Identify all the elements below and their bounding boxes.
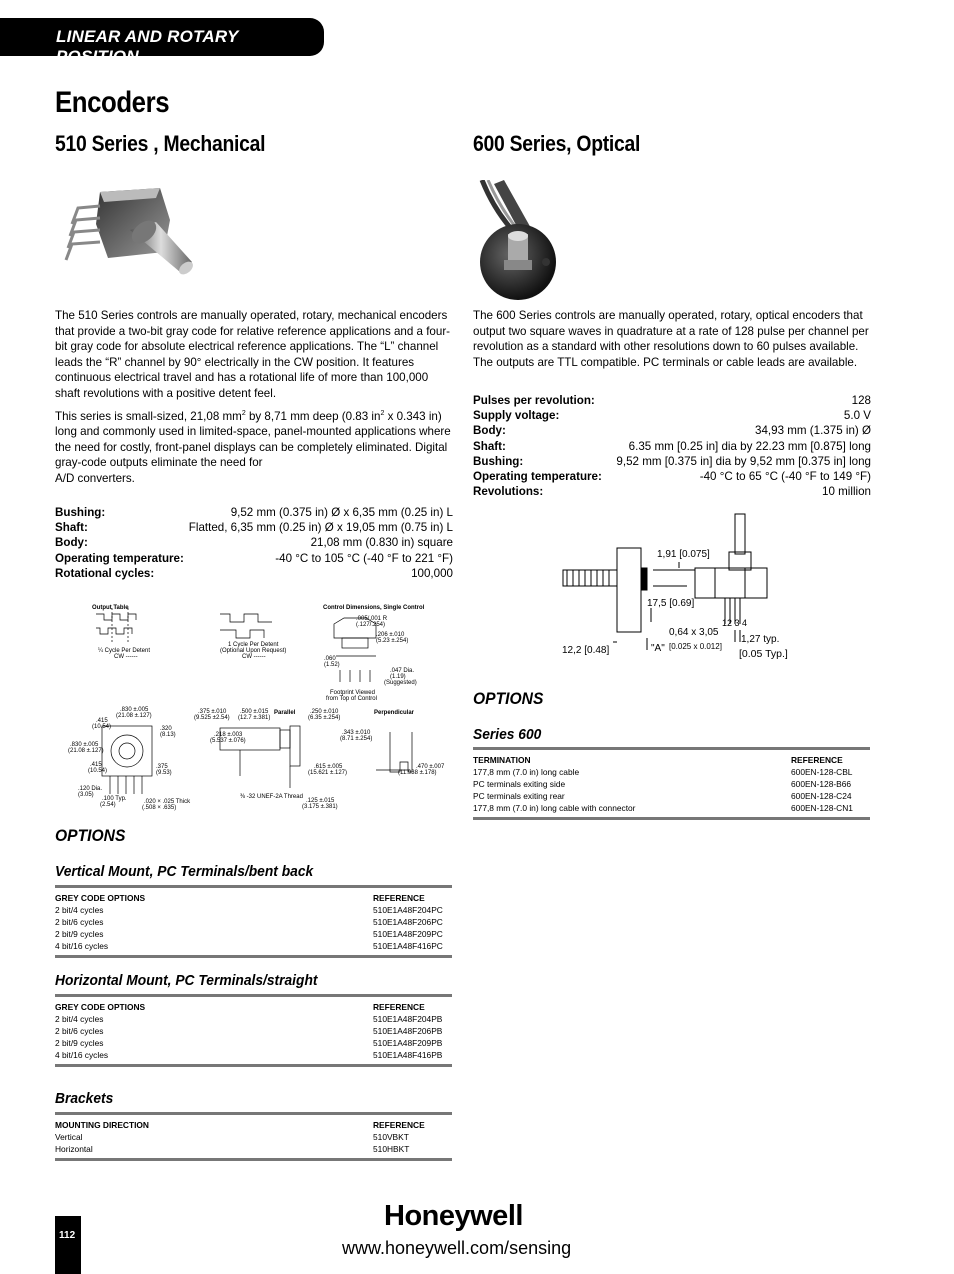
- dim-375-mm: (9.53): [156, 770, 172, 776]
- spec-row: [55, 551, 453, 566]
- table-row: [473, 802, 870, 814]
- spec-value: 9,52 mm [0.375 in] dia by 9,52 mm [0.375 in] long: [616, 454, 871, 468]
- spec-row: [473, 454, 871, 469]
- dim-343: .343 ±.010: [342, 730, 371, 736]
- spec-row: [473, 393, 871, 408]
- right-options-title: OPTIONS: [473, 689, 544, 708]
- spec-row: [473, 408, 871, 423]
- spec-key: Bushing:: [55, 506, 106, 519]
- col-mounting-direction: MOUNTING DIRECTION: [55, 1120, 149, 1130]
- view-a-label: "A": [651, 643, 665, 654]
- spec-key: Rotational cycles:: [55, 566, 155, 580]
- cell-option: 2 bit/6 cycles: [55, 1026, 104, 1036]
- spec-key: Revolutions:: [473, 485, 544, 499]
- dim-060-mm: (1.52): [324, 662, 340, 668]
- dim-320: .320: [160, 726, 172, 732]
- dim-415-b: .415: [90, 762, 102, 768]
- spec-row: [473, 423, 871, 438]
- dim-415-b-mm: (10.54): [88, 768, 108, 774]
- banner-label: LINEAR AND ROTARY POSITION: [56, 27, 239, 66]
- dim-375b: .375 ±.010: [198, 709, 227, 715]
- cw-label: CW ------: [114, 654, 138, 660]
- series-600-options-table: [473, 747, 870, 820]
- thread-label: ⅜ -32 UNEF-2A Thread: [240, 794, 303, 800]
- table-row: [55, 916, 452, 928]
- table-row: [55, 1037, 452, 1049]
- page-number-tab: [55, 1216, 81, 1274]
- table-row: [55, 904, 452, 916]
- encoder-510-photo: [60, 180, 200, 302]
- cell-option: Vertical: [55, 1132, 83, 1142]
- dim-830-mm: (21.08 ±.127): [116, 713, 152, 719]
- cell-option: Horizontal: [55, 1144, 93, 1154]
- pin-numbers-label: 12 3 4: [722, 618, 748, 628]
- dim-470: .470 ±.007: [416, 764, 445, 770]
- left-para-2: [55, 406, 453, 486]
- output-table-label: Output Table: [92, 605, 129, 611]
- dim-830-b: .830 ±.005: [70, 742, 99, 748]
- spec-value: 9,52 mm (0.375 in) Ø x 6,35 mm (0.25 in) L: [230, 506, 453, 519]
- col-reference: REFERENCE: [373, 893, 425, 903]
- left-heading: 510 Series , Mechanical: [55, 131, 266, 156]
- right-heading: 600 Series, Optical: [473, 131, 641, 156]
- footprint2-label: from Top of Control: [326, 696, 377, 702]
- dim-060: .060: [324, 656, 336, 662]
- spec-value: -40 °C to 105 °C (-40 °F to 221 °F): [275, 551, 453, 565]
- cell-option: PC terminals exiting side: [473, 779, 566, 789]
- parallel-label: Parallel: [274, 710, 296, 716]
- cell-reference: 510E1A48F204PB: [373, 1014, 443, 1024]
- dim-830-b-mm: (21.08 ±.127): [68, 748, 104, 754]
- col-grey-code: GREY CODE OPTIONS: [55, 1002, 146, 1012]
- table-header: [55, 892, 452, 904]
- brackets-table: [55, 1112, 452, 1161]
- spec-row: [473, 469, 871, 484]
- cell-reference: 600EN-128-C24: [791, 791, 852, 801]
- table-row: [473, 790, 870, 802]
- left-description: [55, 308, 453, 491]
- cell-reference: 510E1A48F416PB: [373, 1050, 443, 1060]
- spec-key: Body:: [473, 424, 506, 438]
- spec-key: Pulses per revolution:: [473, 394, 595, 407]
- dim-005-mm: (.127/.254): [356, 622, 386, 628]
- dim-470-mm: (11.938 ±.178): [398, 770, 437, 776]
- sup-a: 2: [241, 410, 246, 417]
- cell-option: 2 bit/4 cycles: [55, 1014, 104, 1024]
- table-row: [55, 1143, 452, 1155]
- table-row: [55, 940, 452, 952]
- spec-row: [55, 566, 453, 581]
- spec-value: 6.35 mm [0.25 in] dia by 22.23 mm [0.875] long: [628, 439, 871, 453]
- dim-100: .100 Typ.: [102, 796, 127, 802]
- spec-key: Shaft:: [55, 521, 88, 535]
- optional-label: (Optional Upon Request): [220, 648, 287, 654]
- dim-175-label: 17,5 [0.69]: [647, 598, 695, 609]
- table-header: [55, 1001, 452, 1013]
- left-options-title: OPTIONS: [55, 826, 126, 845]
- left-para-1: The 510 Series controls are manually operated, rotary, mechanical encoders that provide a two-bit gray code for relative reference applications and a four-bit gray code for absolute electrical reference applications. The “L” channel leads the “R” channel by 90° electrically in the CW position. It features continuous electrical travel and has a rotational life of more than 100,000 shaft revolutions with a positive detent feel.: [55, 309, 451, 400]
- spec-row: [55, 520, 453, 535]
- horizontal-mount-table: [55, 994, 452, 1067]
- suggested-label: (Suggested): [384, 680, 417, 686]
- spec-key: Operating temperature:: [473, 469, 602, 483]
- cell-option: 2 bit/6 cycles: [55, 917, 104, 927]
- series-600-dimension-drawing: [555, 512, 800, 662]
- dim-125-mm: (3.175 ±.381): [302, 804, 338, 810]
- dim-120: .120 Dia.: [78, 786, 103, 792]
- spec-key: Operating temperature:: [55, 551, 184, 565]
- cw2-label: CW ------: [242, 654, 266, 660]
- dim-615: .615 ±.005: [314, 764, 343, 770]
- cell-reference: 510E1A48F204PC: [373, 905, 443, 915]
- spec-value: 34,93 mm (1.375 in) Ø: [755, 424, 871, 438]
- dim-218: .218 ±.003: [214, 732, 243, 738]
- table-header: [473, 754, 870, 766]
- col-reference: REFERENCE: [791, 755, 843, 765]
- dim-206: .206 ±.010: [376, 632, 405, 638]
- spec-value: 128: [851, 394, 871, 407]
- dim-047: .047 Dia.: [390, 668, 415, 674]
- cell-option: 177,8 mm (7.0 in) long cable: [473, 767, 580, 777]
- dim-122-label: 12,2 [0.48]: [562, 645, 610, 656]
- honeywell-logo: Honeywell: [384, 1200, 523, 1232]
- cell-reference: 510HBKT: [373, 1144, 410, 1154]
- cell-reference: 510E1A48F209PC: [373, 929, 443, 939]
- dim-343-mm: (8.71 ±.254): [340, 736, 373, 742]
- section-banner: [0, 18, 324, 66]
- dim-250: .250 ±.010: [310, 709, 339, 715]
- dim-206-mm: (5.23 ±.254): [376, 638, 409, 644]
- spec-value: 10 million: [822, 485, 871, 499]
- cell-reference: 600EN-128-CBL: [791, 767, 853, 777]
- spec-value: 100,000: [411, 566, 453, 580]
- col-grey-code: GREY CODE OPTIONS: [55, 893, 146, 903]
- dim-191-label: 1,91 [0.075]: [657, 549, 710, 560]
- spec-row: [473, 484, 871, 499]
- cell-reference: 600EN-128-B66: [791, 779, 852, 789]
- cell-reference: 600EN-128-CN1: [791, 803, 853, 813]
- encoder-600-photo: [474, 180, 574, 302]
- spec-row: [55, 535, 453, 550]
- table-row: [473, 766, 870, 778]
- dim-615-mm: (15.621 ±.127): [308, 770, 347, 776]
- dim-415: .415: [96, 718, 108, 724]
- table-row: [55, 1013, 452, 1025]
- brackets-title: Brackets: [55, 1090, 114, 1107]
- para2-part-d: A/D converters.: [55, 471, 135, 485]
- dim-375b-mm: (9.525 ±2.54): [194, 715, 230, 721]
- cell-option: 4 bit/16 cycles: [55, 941, 109, 951]
- dim-500: .500 ±.015: [240, 709, 269, 715]
- spec-value: 5.0 V: [843, 409, 871, 423]
- table-row: [55, 928, 452, 940]
- page-number: 112: [59, 1230, 76, 1241]
- spec-value: -40 °C to 65 °C (-40 °F to 149 °F): [699, 469, 871, 483]
- series-600-table-title: Series 600: [473, 726, 542, 743]
- cell-option: 2 bit/9 cycles: [55, 929, 104, 939]
- cell-reference: 510VBKT: [373, 1132, 409, 1142]
- dim-020-mm: (.508 × .635): [142, 805, 177, 811]
- para2-part-b: by 8,71 mm deep (0.83 in: [245, 409, 381, 423]
- dim-120-mm: (3.05): [78, 792, 94, 798]
- vertical-mount-title: Vertical Mount, PC Terminals/bent back: [55, 863, 314, 880]
- cell-option: 177,8 mm (7.0 in) long cable with connector: [473, 803, 636, 813]
- dim-064-inch-label: [0.025 x 0.012]: [669, 642, 722, 651]
- right-description: [473, 308, 871, 375]
- dim-250-mm: (6.35 ±.254): [308, 715, 341, 721]
- dim-218-mm: (5.537 ±.076): [210, 738, 246, 744]
- table-header: [55, 1119, 452, 1131]
- dim-415-mm: (10.54): [92, 724, 112, 730]
- spec-key: Shaft:: [473, 439, 506, 453]
- footprint-label: Footprint Viewed: [330, 690, 375, 696]
- spec-value: 21,08 mm (0.830 in) square: [310, 536, 453, 550]
- dim-005: .005/.001 R: [356, 616, 388, 622]
- col-termination: TERMINATION: [473, 755, 531, 765]
- cell-reference: 510E1A48F206PB: [373, 1026, 443, 1036]
- spec-key: Bushing:: [473, 454, 524, 468]
- table-row: [55, 1049, 452, 1061]
- spec-key: Supply voltage:: [473, 409, 560, 423]
- series-510-dimension-drawings: [60, 600, 455, 818]
- table-row: [55, 1131, 452, 1143]
- cell-reference: 510E1A48F416PC: [373, 941, 443, 951]
- cell-option: 2 bit/4 cycles: [55, 905, 104, 915]
- cell-option: PC terminals exiting rear: [473, 791, 565, 801]
- dim-127-inch-label: [0.05 Typ.]: [739, 648, 788, 660]
- dim-320-mm: (8.13): [160, 732, 176, 738]
- dim-020: .020 × .025 Thick: [144, 799, 191, 805]
- dim-064-label: 0,64 x 3,05: [669, 627, 719, 638]
- left-spec-list: [55, 505, 453, 581]
- control-dims-label: Control Dimensions, Single Control: [323, 605, 425, 611]
- col-reference: REFERENCE: [373, 1120, 425, 1130]
- cell-reference: 510E1A48F209PB: [373, 1038, 443, 1048]
- one-cycle-label: 1 Cycle Per Detent: [228, 642, 279, 648]
- sup-b: 2: [380, 410, 385, 417]
- table-row: [473, 778, 870, 790]
- para2-part-c: x 0.343 in) long and commonly used in limited-space, panel-mounted applications where the need for costly, front-panel displays can be completely eliminated. Digital gray-code outputs eliminate the need for: [55, 409, 451, 470]
- col-reference: REFERENCE: [373, 1002, 425, 1012]
- cell-option: 4 bit/16 cycles: [55, 1050, 109, 1060]
- dim-830: .830 ±.005: [120, 707, 149, 713]
- horizontal-mount-title: Horizontal Mount, PC Terminals/straight: [55, 972, 318, 989]
- spec-key: Body:: [55, 536, 88, 550]
- page-title: Encoders: [55, 86, 170, 119]
- dim-375: .375: [156, 764, 168, 770]
- dim-127-label: 1,27 typ.: [741, 634, 780, 645]
- table-row: [55, 1025, 452, 1037]
- footer-url[interactable]: www.honeywell.com/sensing: [342, 1238, 572, 1258]
- right-spec-list: [473, 393, 871, 499]
- dim-500-mm: (12.7 ±.381): [238, 715, 271, 721]
- para2-part-a: This series is small-sized, 21,08 mm: [55, 409, 242, 423]
- dim-125: .125 ±.015: [306, 798, 335, 804]
- right-para: The 600 Series controls are manually operated, rotary, optical encoders that output two square waves in quadrature at a rate of 128 pulse per channel per revolution as a standard with other resolutions down to 60 pulses available. The outputs are TTL compatible. PC terminals or cable leads are available.: [473, 309, 869, 369]
- cycle-detent-label: ¼ Cycle Per Detent: [98, 648, 151, 654]
- spec-row: [55, 505, 453, 520]
- perpendicular-label: Perpendicular: [374, 710, 415, 716]
- cell-option: 2 bit/9 cycles: [55, 1038, 104, 1048]
- cell-reference: 510E1A48F206PC: [373, 917, 443, 927]
- spec-row: [473, 439, 871, 454]
- dim-100-mm: (2.54): [100, 802, 116, 808]
- dim-047-mm: (1.19): [390, 674, 406, 680]
- spec-value: Flatted, 6,35 mm (0.25 in) Ø x 19,05 mm (0.75 in) L: [188, 521, 453, 535]
- vertical-mount-table: [55, 885, 452, 958]
